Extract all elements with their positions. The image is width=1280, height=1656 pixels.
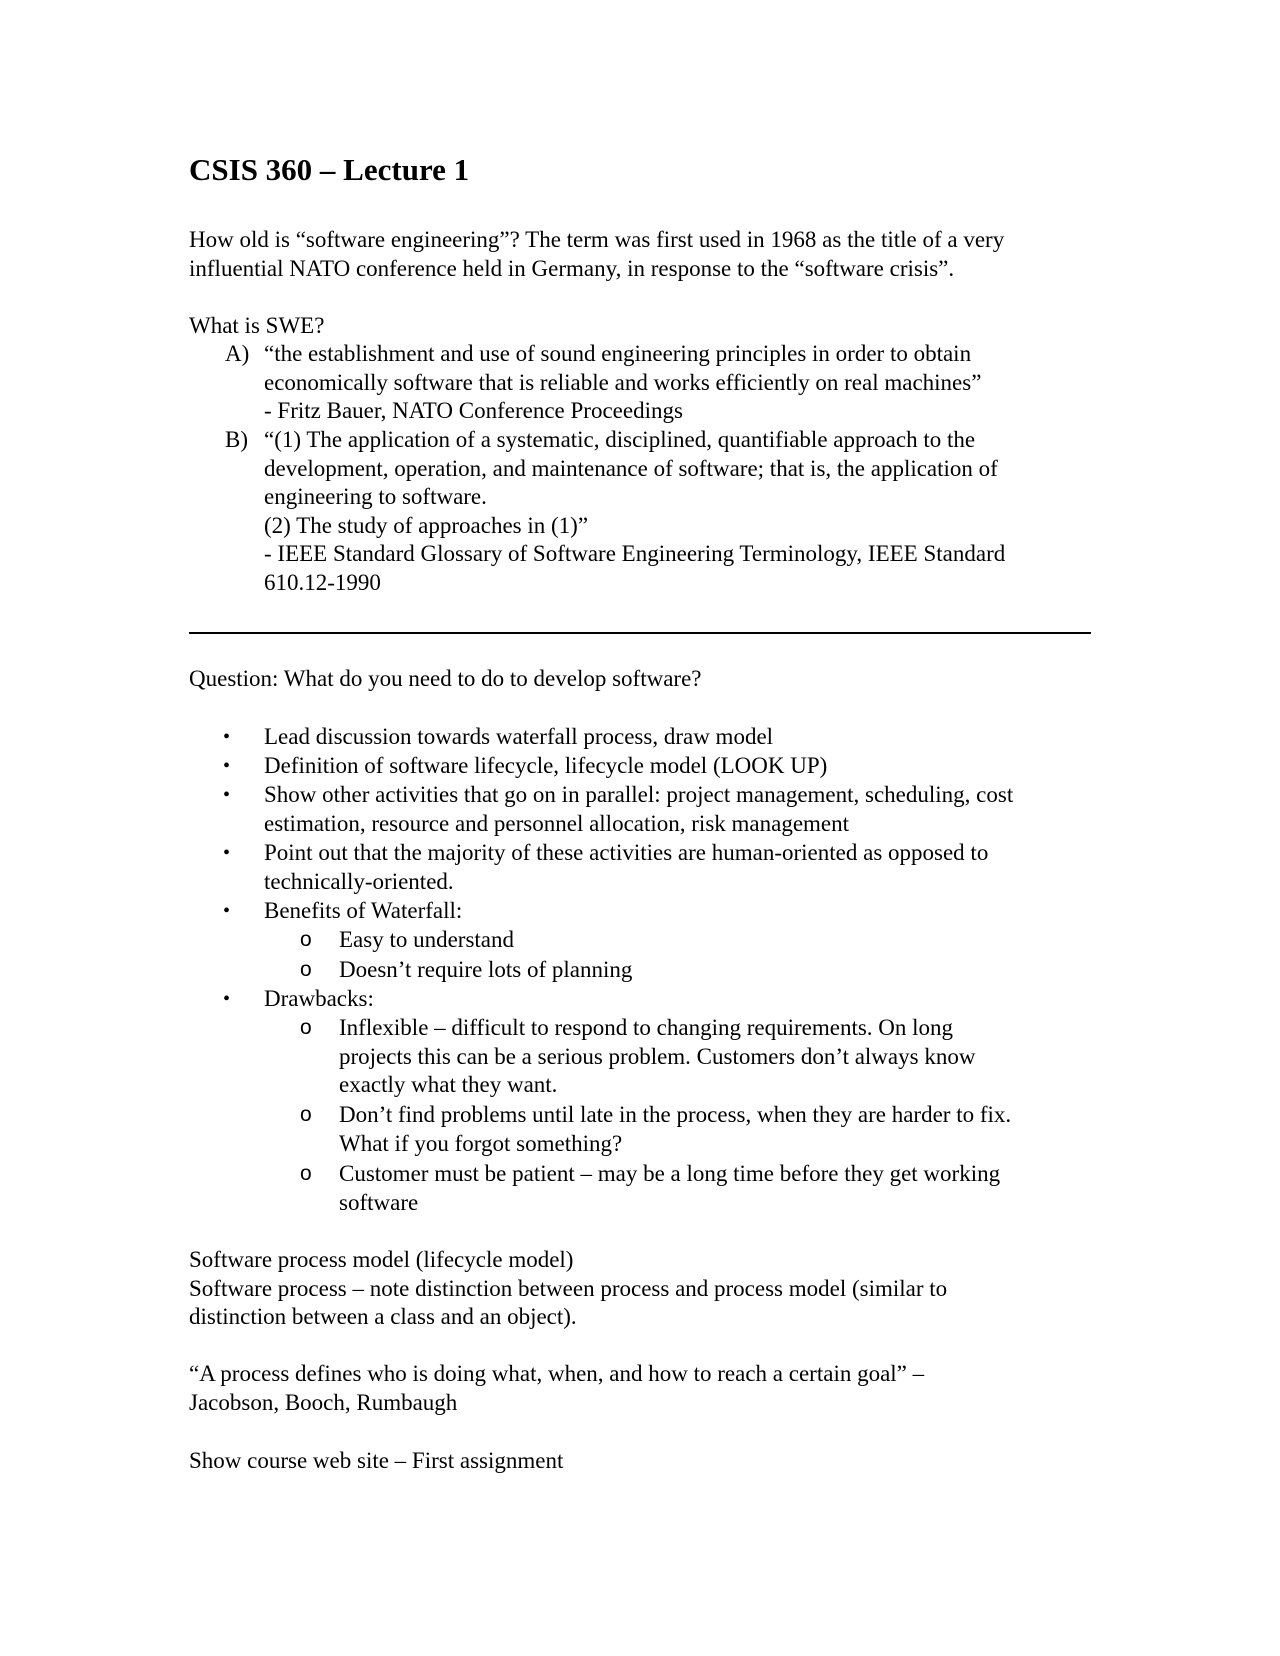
definition-line: development, operation, and maintenance of software; that is, the application of xyxy=(264,455,998,481)
question-line: Question: What do you need to do to develop software? xyxy=(189,666,702,691)
sub-bullet-marker: o xyxy=(300,1103,312,1126)
sub-bullet-text: Inflexible – difficult to respond to changing requirements. On long xyxy=(339,1015,954,1040)
closing-line: Show course web site – First assignment xyxy=(189,1448,564,1473)
bullet-text: Benefits of Waterfall: xyxy=(264,898,463,923)
definition-line: “(1) The application of a systematic, disciplined, quantifiable approach to the xyxy=(264,427,976,452)
definition-line: “the establishment and use of sound engineering principles in order to obtain xyxy=(264,341,972,366)
sub-bullet-marker: o xyxy=(300,928,312,951)
swe-heading: What is SWE? xyxy=(189,313,325,338)
bullet-marker: • xyxy=(223,900,231,922)
bullet-text: technically-oriented. xyxy=(264,868,454,894)
sub-bullet-text: Don’t find problems until late in the process, when they are harder to fix. xyxy=(339,1102,1012,1127)
sub-bullet-text: Easy to understand xyxy=(339,927,515,952)
bullet-text: Definition of software lifecycle, lifecycle model (LOOK UP) xyxy=(264,753,828,778)
sub-bullet-marker: o xyxy=(300,1016,312,1039)
bullet-text: Lead discussion towards waterfall process, draw model xyxy=(264,724,774,749)
sub-bullet-text: projects this can be a serious problem. Customers don’t always know xyxy=(339,1043,976,1069)
quote-paragraph xyxy=(189,1360,924,1417)
definition-label: A) xyxy=(225,341,250,366)
process-line: Software process – note distinction between process and process model (similar to xyxy=(189,1275,948,1301)
sub-bullet-text: Customer must be patient – may be a long time before they get working xyxy=(339,1161,1001,1186)
definition-line: economically software that is reliable and works efficiently on real machines” xyxy=(264,369,982,395)
definition-line: engineering to software. xyxy=(264,484,487,509)
sub-bullet-marker: o xyxy=(300,958,312,981)
horizontal-rule xyxy=(189,632,1091,634)
quote-line: “A process defines who is doing what, when, and how to reach a certain goal” – xyxy=(189,1361,925,1386)
definition-attribution: - IEEE Standard Glossary of Software Engineering Terminology, IEEE Standard xyxy=(264,541,1006,566)
definition-line: (2) The study of approaches in (1)” xyxy=(264,512,589,538)
bullet-text: Show other activities that go on in parallel: project management, scheduling, cost xyxy=(264,782,1014,807)
bullet-marker: • xyxy=(223,842,231,864)
intro-line: influential NATO conference held in Germany, in response to the “software crisis”. xyxy=(189,255,955,281)
page-title: CSIS 360 – Lecture 1 xyxy=(189,152,470,187)
bullet-marker: • xyxy=(223,726,231,748)
bullet-marker: • xyxy=(223,784,231,806)
definition-attribution: 610.12-1990 xyxy=(264,569,381,595)
process-line: Software process model (lifecycle model) xyxy=(189,1247,574,1272)
process-line: distinction between a class and an object). xyxy=(189,1304,577,1329)
definition-attribution: - Fritz Bauer, NATO Conference Proceedings xyxy=(264,398,683,423)
bullet-marker: • xyxy=(223,988,231,1010)
intro-paragraph xyxy=(189,226,1004,283)
quote-line: Jacobson, Booch, Rumbaugh xyxy=(189,1389,458,1415)
definition-text xyxy=(264,426,1005,597)
sub-bullet-text: What if you forgot something? xyxy=(339,1130,623,1156)
bullet-text: Point out that the majority of these activities are human-oriented as opposed to xyxy=(264,840,989,865)
sub-bullet-text: exactly what they want. xyxy=(339,1072,558,1097)
bullet-text: estimation, resource and personnel allocation, risk management xyxy=(264,810,850,836)
definition-text xyxy=(264,340,981,426)
sub-bullet-text: software xyxy=(339,1189,419,1215)
intro-line: How old is “software engineering”? The term was first used in 1968 as the title of a very xyxy=(189,227,1005,252)
process-paragraph xyxy=(189,1246,947,1332)
bullet-marker: • xyxy=(223,755,231,777)
sub-bullet-marker: o xyxy=(300,1162,312,1185)
sub-bullet-text: Doesn’t require lots of planning xyxy=(339,957,633,982)
bullet-text: Drawbacks: xyxy=(264,986,374,1011)
definition-label: B) xyxy=(225,427,248,452)
